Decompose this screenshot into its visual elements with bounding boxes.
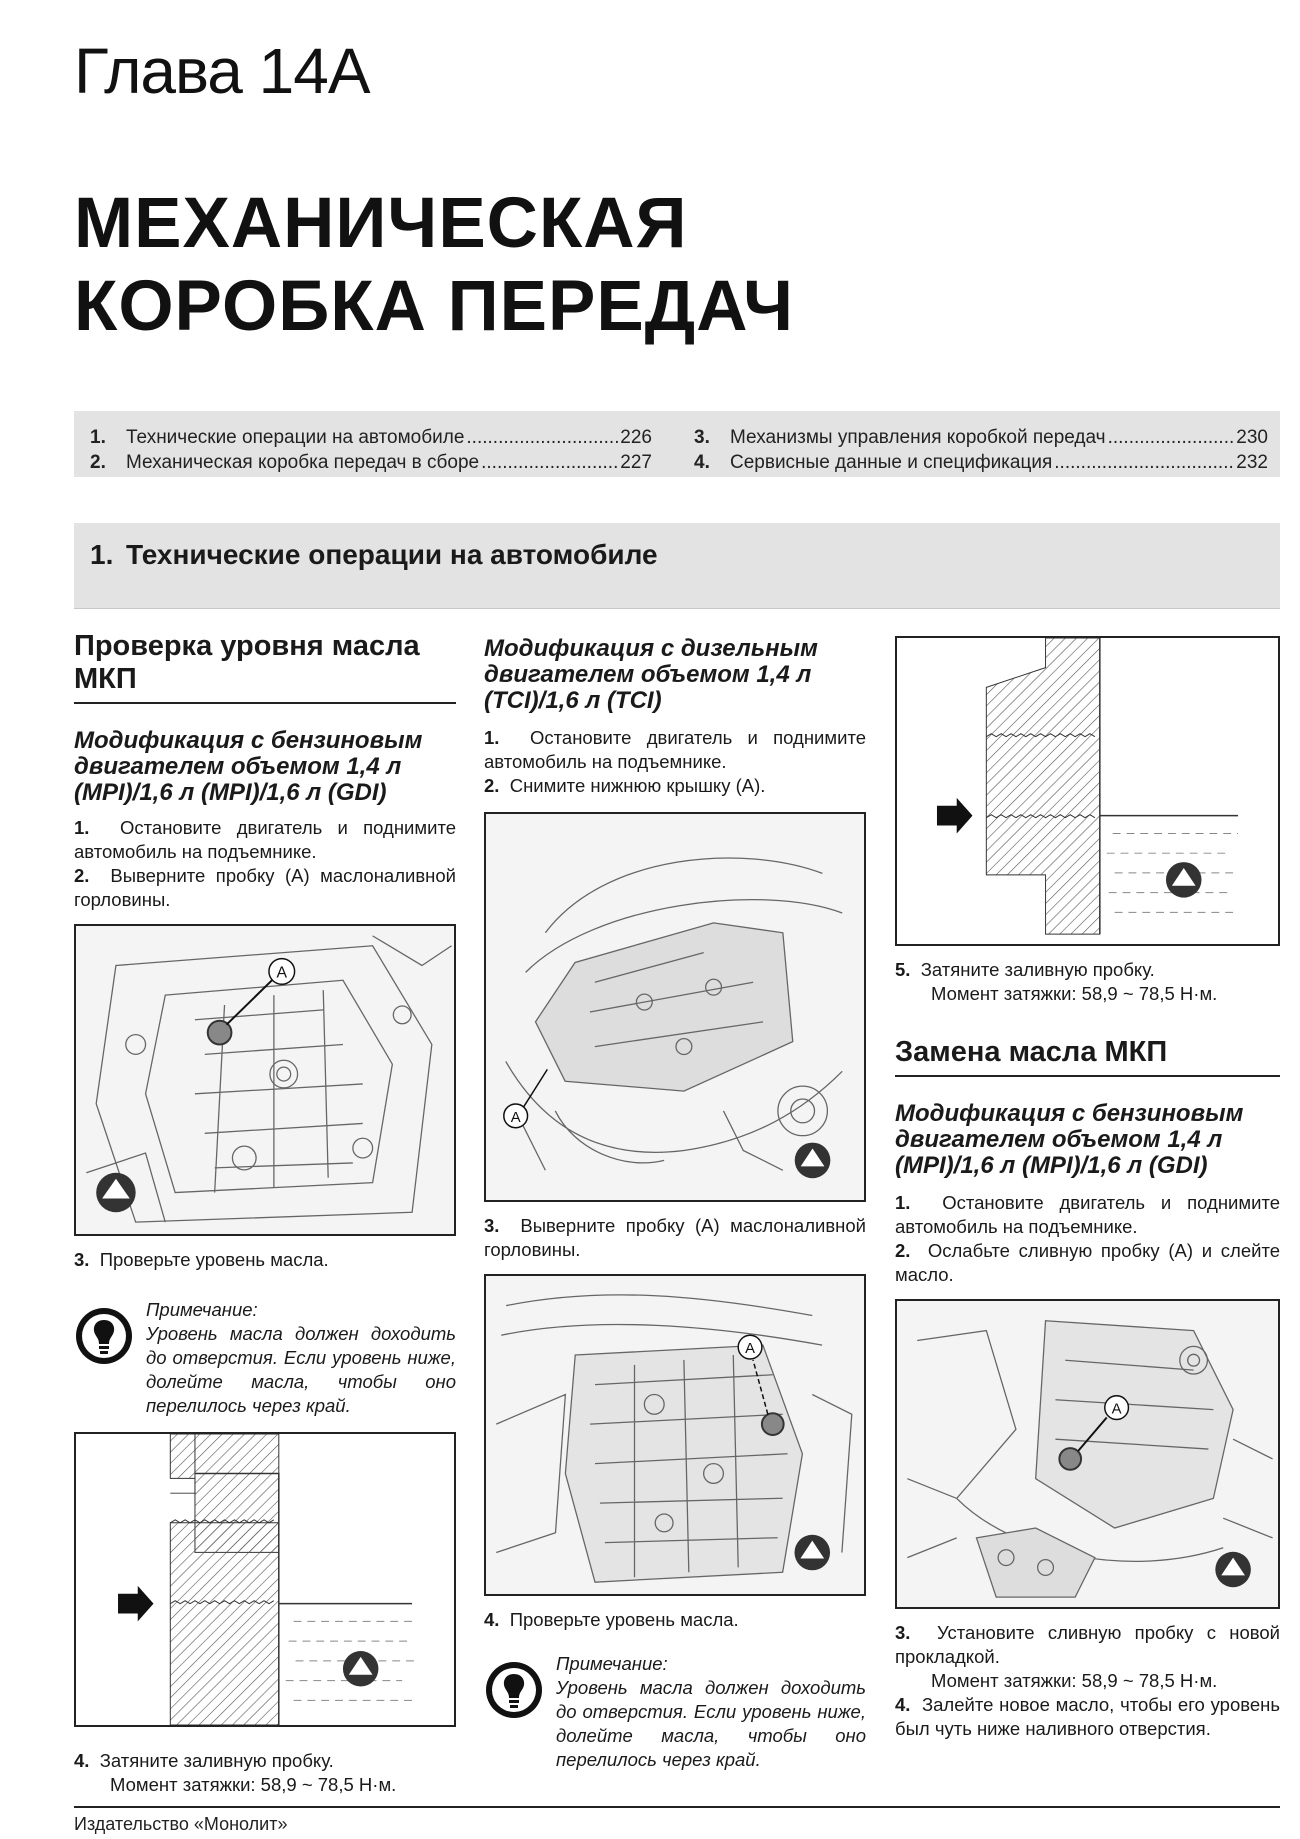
- toc-item-number: 3.: [694, 427, 710, 448]
- step-number: 5.: [895, 959, 911, 980]
- publisher-logo-icon: [1166, 862, 1202, 898]
- toc-item-text: Механическая коробка передач в сборе: [126, 452, 480, 473]
- publisher-logo-icon: [794, 1535, 830, 1571]
- toc-item[interactable]: [694, 425, 1268, 450]
- step-text: Снимите нижнюю крышку (А).: [509, 775, 766, 796]
- publisher-footer: Издательство «Монолит»: [74, 1814, 288, 1834]
- filler-plug-figure: [74, 924, 456, 1236]
- step-text: Проверьте уровень масла.: [99, 1249, 329, 1270]
- step-1: [895, 1191, 1280, 1239]
- note-title: Примечание:: [556, 1653, 668, 1674]
- petrol-modification-heading: Модификация с бензиновым двигателем объемом 1,4 л (MPI)/1,6 л (MPI)/1,6 л (GDI): [895, 1100, 1244, 1179]
- step-number: 4.: [74, 1750, 90, 1771]
- section-number: 1.: [90, 539, 114, 570]
- toc-leader: [466, 425, 618, 450]
- oil-level-diagram: [895, 636, 1280, 946]
- callout-label-a: A: [1111, 1401, 1122, 1418]
- publisher-logo-icon: [1215, 1552, 1251, 1588]
- callout-label-a: A: [276, 964, 288, 982]
- gearbox-illustration: [76, 926, 454, 1234]
- step-number: 4.: [484, 1609, 500, 1630]
- filler-plug-figure: [484, 1274, 866, 1596]
- step-3: [484, 1214, 866, 1262]
- step-5: [895, 958, 1280, 1006]
- torque-spec: Момент затяжки: 58,9 ~ 78,5 Н·м.: [931, 1670, 1218, 1691]
- step-number: 1.: [895, 1192, 911, 1213]
- note-body: Уровень масла должен доходить до отверстия. Если уровень ниже, долейте масла, чтобы оно перелилось через край.: [556, 1677, 866, 1770]
- step-text: Остановите двигатель и поднимите автомобиль на подъемнике.: [895, 1192, 1281, 1237]
- publisher-logo-icon: [343, 1651, 379, 1687]
- step-number: 3.: [895, 1622, 911, 1643]
- callout-label-a: A: [745, 1341, 755, 1358]
- oil-check-heading: Проверка уровня масла МКП: [74, 630, 456, 704]
- gearbox-illustration: [486, 1276, 864, 1594]
- section-header: [74, 523, 1280, 609]
- table-of-contents: [74, 411, 1280, 477]
- step-text: Ослабьте сливную пробку (А) и слейте масло.: [895, 1240, 1281, 1285]
- toc-item-number: 2.: [90, 452, 106, 473]
- toc-item[interactable]: [90, 425, 652, 450]
- step-4: [895, 1693, 1280, 1741]
- toc-item[interactable]: [90, 450, 652, 475]
- toc-item-text: Сервисные данные и спецификация: [730, 452, 1053, 473]
- step-text: Залейте новое масло, чтобы его уровень был чуть ниже наливного отверстия.: [895, 1694, 1280, 1739]
- step-1: [74, 816, 456, 864]
- toc-item-number: 4.: [694, 452, 710, 473]
- chapter-number: Глава 14А: [74, 35, 370, 107]
- underbody-illustration: [486, 814, 864, 1200]
- step-number: 2.: [484, 775, 500, 796]
- petrol-modification-heading: Модификация с бензиновым двигателем объемом 1,4 л (MPI)/1,6 л (MPI)/1,6 л (GDI): [74, 727, 423, 806]
- step-number: 2.: [895, 1240, 911, 1261]
- step-number: 2.: [74, 865, 90, 886]
- step-2: [74, 864, 456, 912]
- diesel-modification-heading: Модификация с дизельным двигателем объемом 1,4 л (TCI)/1,6 л (TCI): [484, 635, 818, 714]
- toc-leader: [1108, 425, 1235, 450]
- oil-change-heading: Замена масла МКП: [895, 1036, 1280, 1077]
- step-3: [74, 1248, 456, 1272]
- step-2: [484, 774, 866, 798]
- lightbulb-icon: [74, 1306, 134, 1366]
- callout-label-a: A: [510, 1109, 521, 1126]
- step-2: [895, 1239, 1280, 1287]
- toc-leader: [1054, 450, 1234, 475]
- step-4: [484, 1608, 866, 1632]
- toc-item-page: 226: [620, 427, 652, 448]
- step-text: Проверьте уровень масла.: [509, 1609, 739, 1630]
- step-text: Выверните пробку (А) маслоналивной горловины.: [484, 1215, 866, 1260]
- step-4: [74, 1749, 456, 1797]
- step-text: Выверните пробку (А) маслоналивной горловины.: [74, 865, 456, 910]
- chapter-title-line2: КОРОБКА ПЕРЕДАЧ: [74, 267, 795, 346]
- toc-item-number: 1.: [90, 427, 106, 448]
- step-number: 1.: [484, 727, 500, 748]
- step-text: Затяните заливную пробку.: [99, 1750, 334, 1771]
- step-text: Установите сливную пробку с новой прокладкой.: [895, 1622, 1280, 1667]
- chapter-title-line1: МЕХАНИЧЕСКАЯ: [74, 184, 688, 263]
- torque-spec: Момент затяжки: 58,9 ~ 78,5 Н·м.: [110, 1774, 397, 1795]
- toc-right-column: [694, 425, 1268, 475]
- publisher-logo-icon: [96, 1173, 135, 1212]
- toc-left-column: [90, 425, 652, 475]
- oil-level-diagram: [74, 1432, 456, 1727]
- torque-spec: Момент затяжки: 58,9 ~ 78,5 Н·м.: [931, 983, 1218, 1004]
- note-body: Уровень масла должен доходить до отверстия. Если уровень ниже, долейте масла, чтобы оно перелилось через край.: [146, 1323, 456, 1416]
- level-arrow-icon: [118, 1586, 154, 1622]
- toc-item-page: 232: [1236, 452, 1268, 473]
- note-block: [484, 1652, 866, 1772]
- filler-plug-a: [762, 1413, 784, 1435]
- toc-item-page: 230: [1236, 427, 1268, 448]
- toc-item-text: Технические операции на автомобиле: [126, 427, 465, 448]
- oil-level-illustration: [897, 638, 1278, 944]
- toc-item-page: 227: [620, 452, 652, 473]
- toc-item[interactable]: [694, 450, 1268, 475]
- step-1: [484, 726, 866, 774]
- step-number: 1.: [74, 817, 90, 838]
- note-title: Примечание:: [146, 1299, 258, 1320]
- column-3: [895, 636, 1280, 1741]
- step-text: Остановите двигатель и поднимите автомобиль на подъемнике.: [484, 727, 866, 772]
- oil-level-illustration: [76, 1434, 454, 1725]
- drain-plug-a: [1059, 1448, 1081, 1470]
- step-number: 4.: [895, 1694, 911, 1715]
- column-2: [484, 636, 866, 1772]
- drain-plug-illustration: [897, 1301, 1278, 1607]
- step-number: 3.: [484, 1215, 500, 1236]
- publisher-logo-icon: [795, 1143, 831, 1179]
- drain-plug-figure: [895, 1299, 1280, 1609]
- section-title: Технические операции на автомобиле: [126, 539, 658, 570]
- lightbulb-icon: [484, 1660, 544, 1720]
- lower-cover-figure: [484, 812, 866, 1202]
- level-arrow-icon: [937, 798, 973, 834]
- note-block: [74, 1298, 456, 1418]
- toc-leader: [481, 450, 618, 475]
- footer-divider: [74, 1806, 1280, 1808]
- column-1: [74, 630, 456, 1797]
- step-text: Затяните заливную пробку.: [920, 959, 1155, 980]
- step-number: 3.: [74, 1249, 90, 1270]
- step-text: Остановите двигатель и поднимите автомобиль на подъемнике.: [74, 817, 456, 862]
- toc-item-text: Механизмы управления коробкой передач: [730, 427, 1106, 448]
- step-3: [895, 1621, 1280, 1693]
- chapter-title: [74, 182, 794, 348]
